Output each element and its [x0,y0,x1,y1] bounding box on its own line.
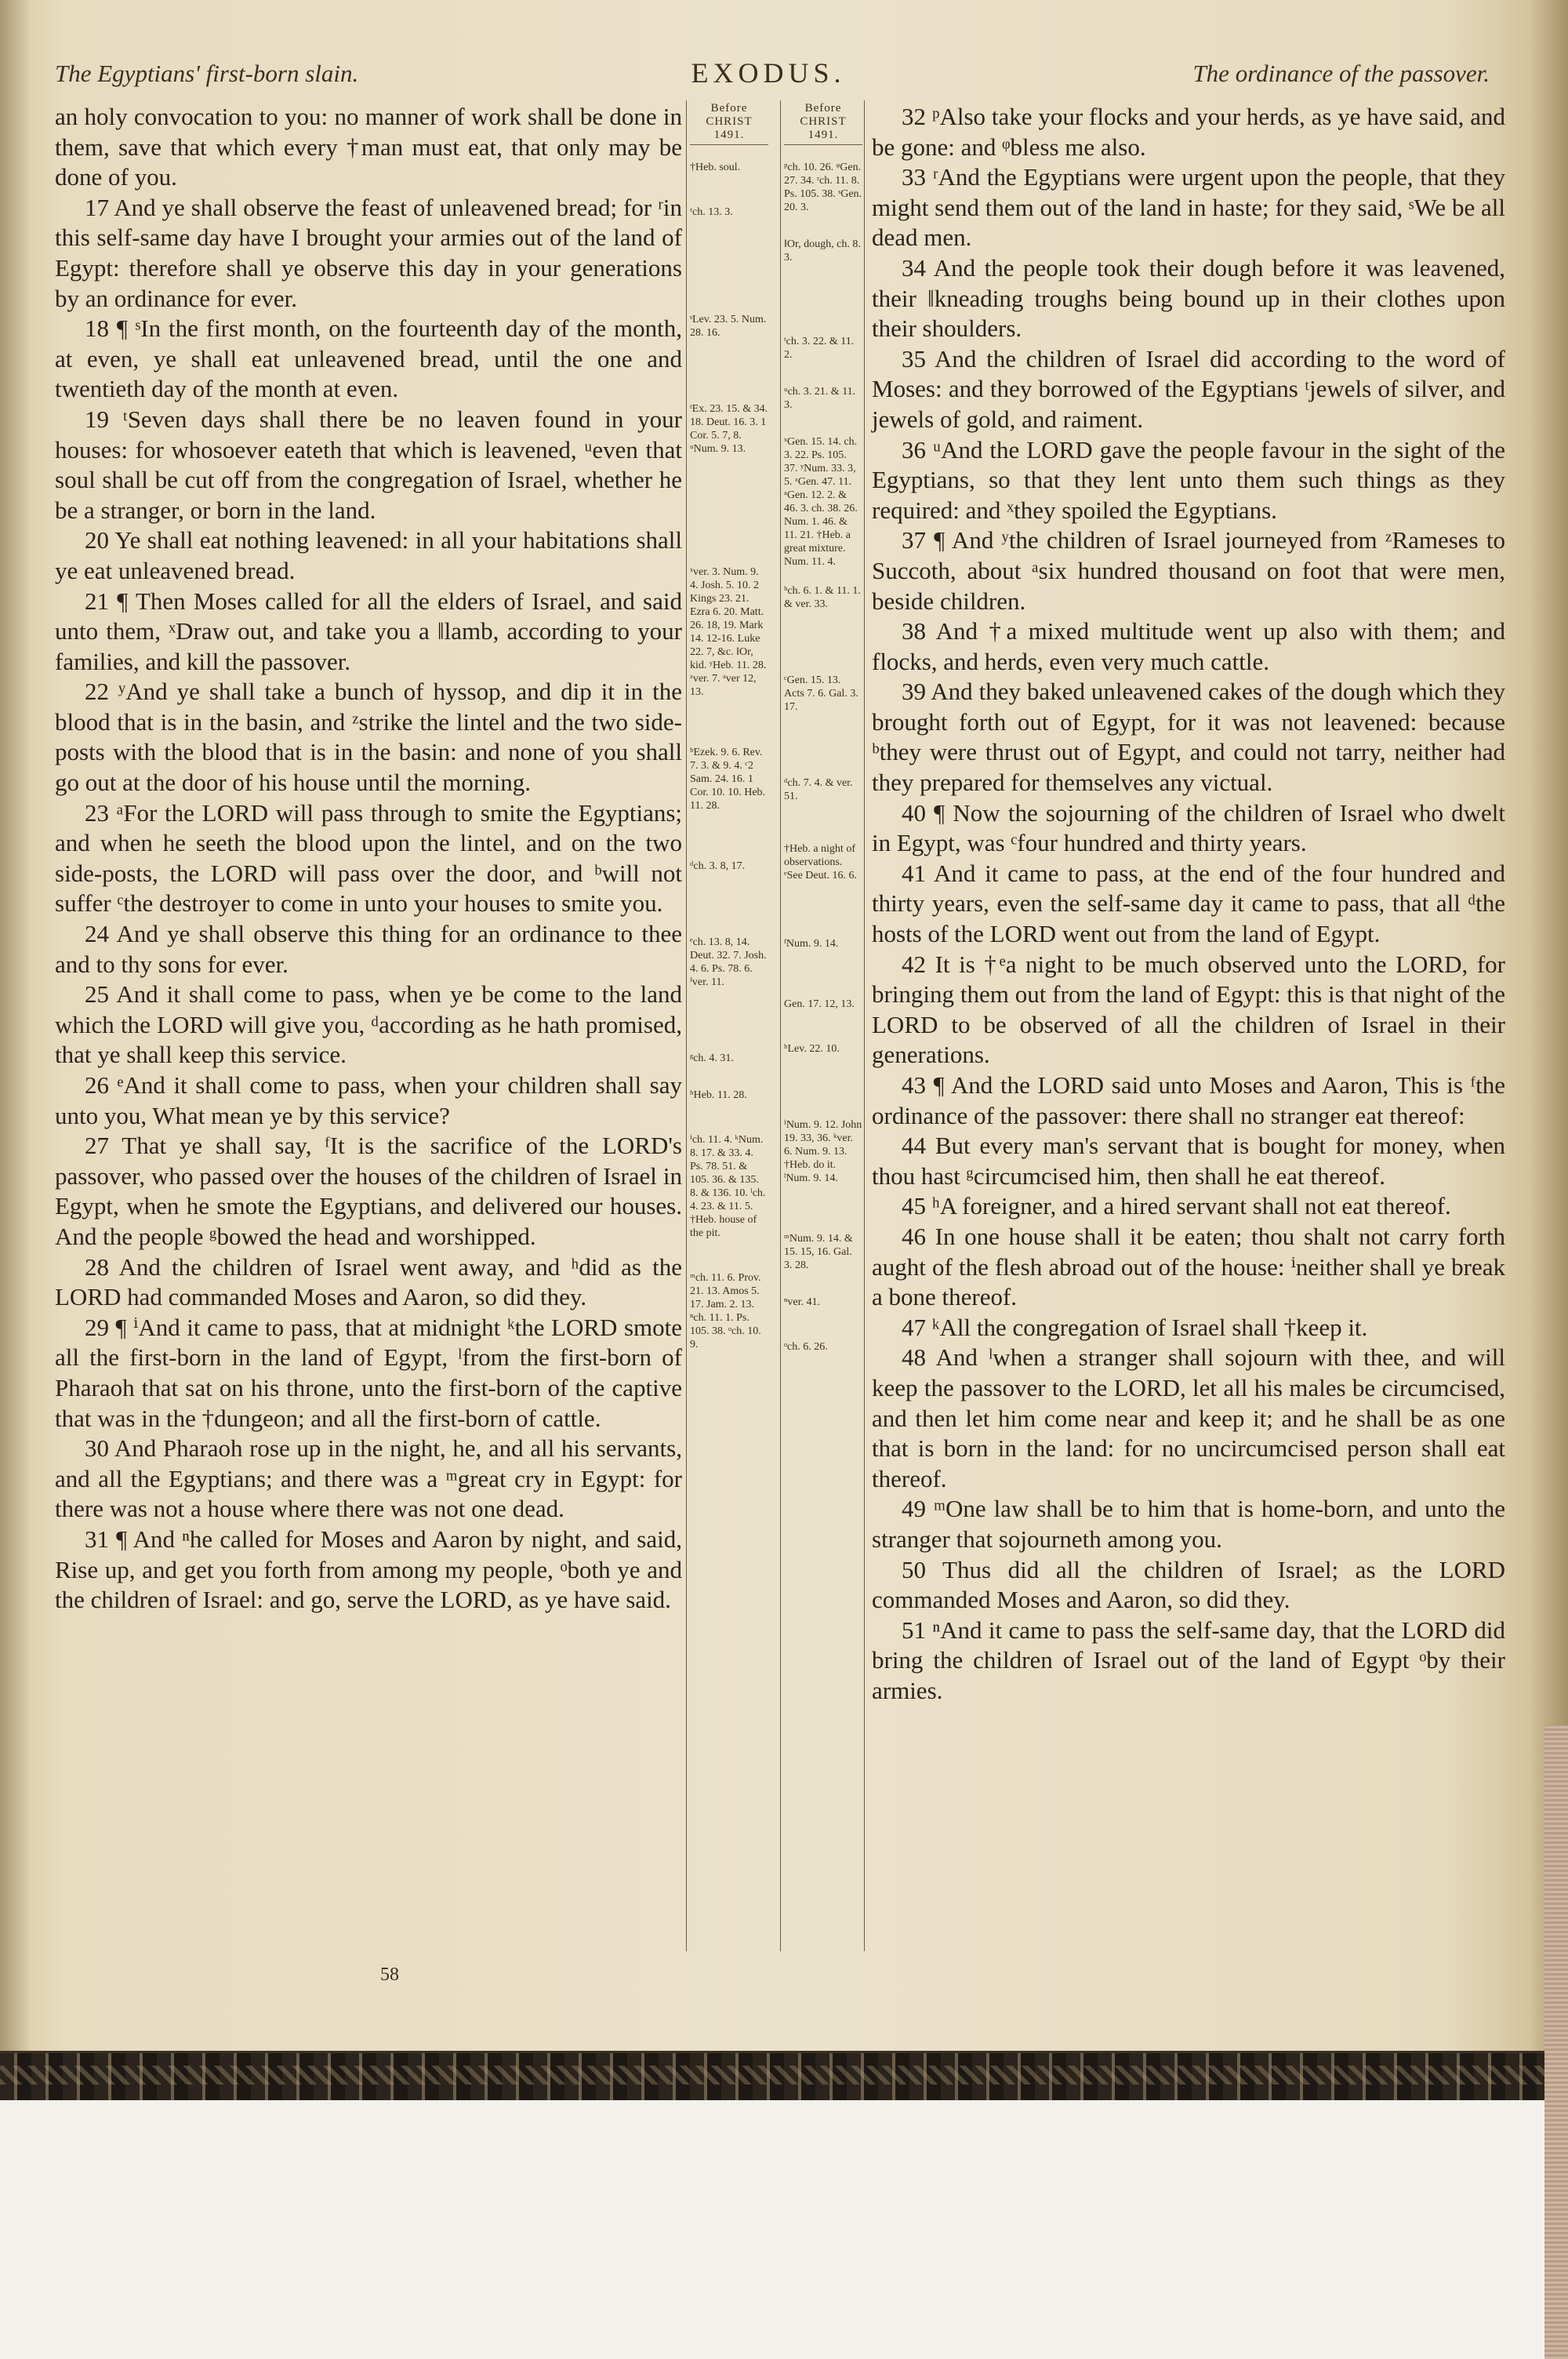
verse: 36 ᵘAnd the LORD gave the people favour in the sight of the Egyptians, so that they lent unto them such things as they required: and ˣthey spoiled the Egyptians. [872,435,1505,524]
page-number: 58 [380,1965,399,1985]
ref-date-header: Before CHRIST 1491. [784,102,862,145]
verse: 39 And they baked unleavened cakes of the dough which they brought forth out of Egypt, for it was not leavened: because ᵇthey were thrust out of Egypt, and could not tarry, neither had they prepared for themselves any victual. [872,678,1505,797]
verse: 35 And the children of Israel did according to the word of Moses: and they borrowed of the Egyptians ᵗjewels of silver, and jewels of gold, and raiment. [872,344,1505,433]
verse: 19 ᵗSeven days shall there be no leaven found in your houses: for whosoever eateth that which is leavened, ᵘeven that soul shall be cut off from the congregation of Israel, whether he be a stranger, or born in the land. [55,405,682,524]
cross-reference: ʳch. 13. 3. [690,206,733,218]
verse: 50 Thus did all the children of Israel; as the LORD commanded Moses and Aaron, so did they. [872,1555,1505,1614]
verse: 46 In one house shall it be eaten; thou shalt not carry forth aught of the flesh abroad out of the house: ⁱneither shall ye break a bone thereof. [872,1222,1505,1311]
verse: 43 ¶ And the LORD said unto Moses and Aaron, This is ᶠthe ordinance of the passover: there shall no stranger eat thereof: [872,1071,1505,1129]
cross-reference: Gen. 17. 12, 13. [784,998,855,1010]
spine-shadow [0,0,31,2063]
verse: 27 That ye shall say, ᶠIt is the sacrifice of the LORD's passover, who passed over the houses of the children of Israel in Egypt, when he smote the Egyptians, and delivered our houses. And the people ᵍbowed the head and worshipped. [55,1132,682,1250]
cross-reference: ⁱch. 11. 4. ᵏNum. 8. 17. & 33. 4. Ps. 78. 51. & 105. 36. & 135. 8. & 136. 10. ˡch. 4. 23. & 11. 5. †Heb. house of the pit. [690,1134,766,1239]
verse: 38 And †a mixed multitude went up also with them; and flocks, and herds, even very much cattle. [872,617,1505,675]
left-text-column [55,102,682,1616]
verse: 48 And ˡwhen a stranger shall sojourn with thee, and will keep the passover to the LORD, let all his males be circumcised, and then let him come near and keep it; and he shall be as one that is born in the land: for no uncircumcised person shall eat thereof. [872,1343,1505,1492]
verse: 37 ¶ And ʸthe children of Israel journeyed from ᶻRameses to Succoth, about ᵃsix hundred thousand on foot that were men, beside children. [872,526,1505,615]
cross-reference: ᵗch. 3. 22. & 11. 2. [784,336,855,361]
column-rule [864,100,865,1951]
verse: 42 It is †ᵉa night to be much observed unto the LORD, for bringing them out from the land of Egypt: this is that night of the LORD to be observed of all the children of Israel in their generations. [872,950,1505,1069]
cross-reference: ᶠNum. 9. 14. [784,938,839,950]
cross-reference: ᵈch. 7. 4. & ver. 51. [784,777,853,802]
cross-reference: †Heb. soul. [690,162,741,173]
column-rule [686,100,687,1951]
cross-reference: ᵇch. 6. 1. & 11. 1. & ver. 33. [784,585,861,610]
verse: 32 ᵖAlso take your flocks and your herds, as ye have said, and be gone: and ᵠbless me also. [872,103,1505,161]
cross-reference: ⁱNum. 9. 12. John 19. 33, 36. ᵏver. 6. Num. 9. 13. †Heb. do it. ˡNum. 9. 14. [784,1119,862,1184]
verse: an holy convocation to you: no manner of work shall be done in them, save that which every †man must eat, that only may be done of you. [55,103,682,191]
verse: 23 ᵃFor the LORD will pass through to smite the Egyptians; and when he seeth the blood upon the lintel, and on the two side-posts, the LORD will pass over the door, and ᵇwill not suffer ᶜthe destroyer to come in unto your houses to smite you. [55,798,682,918]
cross-reference-column-b [784,102,862,1365]
cross-reference: ˣver. 3. Num. 9. 4. Josh. 5. 10. 2 Kings 23. 21. Ezra 6. 20. Matt. 26. 18, 19. Mark 14. 12-16. Luke 22. 7, &c. ‖Or, kid. ʸHeb. 11. 28. ᶻver. 7. ᵃver 12, 13. [690,566,767,698]
verse: 49 ᵐOne law shall be to him that is home-born, and unto the stranger that sojourneth among you. [872,1495,1505,1553]
cross-reference: ‖Or, dough, ch. 8. 3. [784,238,861,264]
cross-reference: ʰHeb. 11. 28. [690,1089,747,1101]
cross-reference: ˢLev. 23. 5. Num. 28. 16. [690,314,767,339]
cross-reference: †Heb. a night of observations. ᵉSee Deut. 16. 6. [784,843,858,881]
verse: 26 ᵉAnd it shall come to pass, when your children shall say unto you, What mean ye by this service? [55,1071,682,1129]
verse: 30 And Pharaoh rose up in the night, he, and all his servants, and all the Egyptians; and there was a ᵐgreat cry in Egypt: for there was not a house where there was not one dead. [55,1434,682,1523]
cross-reference-column-a [690,102,768,1362]
running-header [47,55,1490,94]
column-rule [780,100,781,1951]
cross-reference: ᵖch. 10. 26. ᵠGen. 27. 34. ʳch. 11. 8. Ps. 105. 38. ˢGen. 20. 3. [784,162,862,213]
verse: 40 ¶ Now the sojourning of the children of Israel who dwelt in Egypt, was ᶜfour hundred and thirty years. [872,798,1505,857]
cross-reference: ᵘch. 3. 21. & 11. 3. [784,386,856,411]
cross-reference: ᵈch. 3. 8, 17. [690,860,746,872]
cross-reference: ᵉch. 13. 8, 14. Deut. 32. 7. Josh. 4. 6. Ps. 78. 6. ᶠver. 11. [690,936,767,988]
ref-date-header: Before CHRIST 1491. [690,102,768,145]
cloth-edge [1544,1725,1568,2359]
verse: 25 And it shall come to pass, when ye be come to the land which the LORD will give you, ᵈaccording as he hath promised, that ye shall keep this service. [55,980,682,1069]
verse: 28 And the children of Israel went away, and ʰdid as the LORD had commanded Moses and Aaron, so did they. [55,1252,682,1311]
cross-reference: ˣGen. 15. 14. ch. 3. 22. Ps. 105. 37. ʸNum. 33. 3, 5. ᶻGen. 47. 11. ᵃGen. 12. 2. & 46. 3. ch. 38. 26. Num. 1. 46. & 11. 21. †Heb. a great mixture. Num. 11. 4. [784,436,858,568]
right-text-column [872,102,1505,1706]
verse: 47 ᵏAll the congregation of Israel shall †keep it. [902,1313,1368,1341]
verse: 22 ʸAnd ye shall take a bunch of hyssop, and dip it in the blood that is in the basin, and ᶻstrike the lintel and the two side-posts with the blood that is in the basin: and none of you shall go out at the door of his house until the morning. [55,678,682,797]
verse: 17 And ye shall observe the feast of unleavened bread; for ʳin this self-same day have I brought your armies out of the land of Egypt: therefore shall ye observe this day in your generations by an ordinance for ever. [55,193,682,312]
cross-reference: ᵗEx. 23. 15. & 34. 18. Deut. 16. 3. 1 Cor. 5. 7, 8. ᵘNum. 9. 13. [690,403,768,455]
verse: 18 ¶ ˢIn the first month, on the fourteenth day of the month, at even, ye shall eat unleavened bread, until the one and twentieth day of the month at even. [55,314,682,403]
verse: 51 ⁿAnd it came to pass the self-same day, that the LORD did bring the children of Israel out of the land of Egypt ᵒby their armies. [872,1616,1505,1704]
cross-reference: ᵒch. 6. 26. [784,1341,828,1353]
verse: 44 But every man's servant that is bought for money, when thou hast ᵍcircumcised him, then shall he eat thereof. [872,1132,1505,1190]
cross-reference: ᵇEzek. 9. 6. Rev. 7. 3. & 9. 4. ᶜ2 Sam. 24. 16. 1 Cor. 10. 10. Heb. 11. 28. [690,747,766,812]
cross-reference: ᵍch. 4. 31. [690,1052,734,1064]
verse: 31 ¶ And ⁿhe called for Moses and Aaron by night, and said, Rise up, and get you forth from among my people, ᵒboth ye and the children of Israel: and go, serve the LORD, as ye have said. [55,1525,682,1614]
verse: 20 Ye shall eat nothing leavened: in all your habitations shall ye eat unleavened bread. [55,526,682,584]
verse: 45 ʰA foreigner, and a hired servant shall not eat thereof. [902,1192,1451,1220]
cross-reference: ᵐNum. 9. 14. & 15. 15, 16. Gal. 3. 28. [784,1233,853,1271]
cross-reference: ᵐch. 11. 6. Prov. 21. 13. Amos 5. 17. Jam. 2. 13. ⁿch. 11. 1. Ps. 105. 38. ᵒch. 10. 9. [690,1272,761,1350]
verse: 24 And ye shall observe this thing for an ordinance to thee and to thy sons for ever. [55,920,682,978]
cross-reference: ⁿver. 41. [784,1296,821,1308]
verse: 41 And it came to pass, at the end of the four hundred and thirty years, even the self-same day it came to pass, that all ᵈthe hosts of the LORD went out from the land of Egypt. [872,859,1505,948]
header-right-title: The ordinance of the passover. [1192,60,1490,87]
decorative-border [0,2051,1568,2100]
cross-reference: ᶜGen. 15. 13. Acts 7. 6. Gal. 3. 17. [784,674,858,713]
book-title: EXODUS. [691,57,846,89]
verse: 29 ¶ ⁱAnd it came to pass, that at midnight ᵏthe LORD smote all the first-born in the land of Egypt, ˡfrom the first-born of Pharaoh that sat on his throne, unto the first-born of the captive that was in the †dungeon; and all the first-born of cattle. [55,1313,682,1432]
header-left-title: The Egyptians' first-born slain. [55,60,359,87]
verse: 33 ʳAnd the Egyptians were urgent upon the people, that they might send them out of the land in haste; for they said, ˢWe be all dead men. [872,163,1505,252]
verse: 21 ¶ Then Moses called for all the elders of Israel, and said unto them, ˣDraw out, and take you a ‖lamb, according to your families, and kill the passover. [55,587,682,675]
cross-reference: ʰLev. 22. 10. [784,1043,840,1055]
verse: 34 And the people took their dough before it was leavened, their ‖kneading troughs being bound up in their clothes upon their shoulders. [872,253,1505,343]
